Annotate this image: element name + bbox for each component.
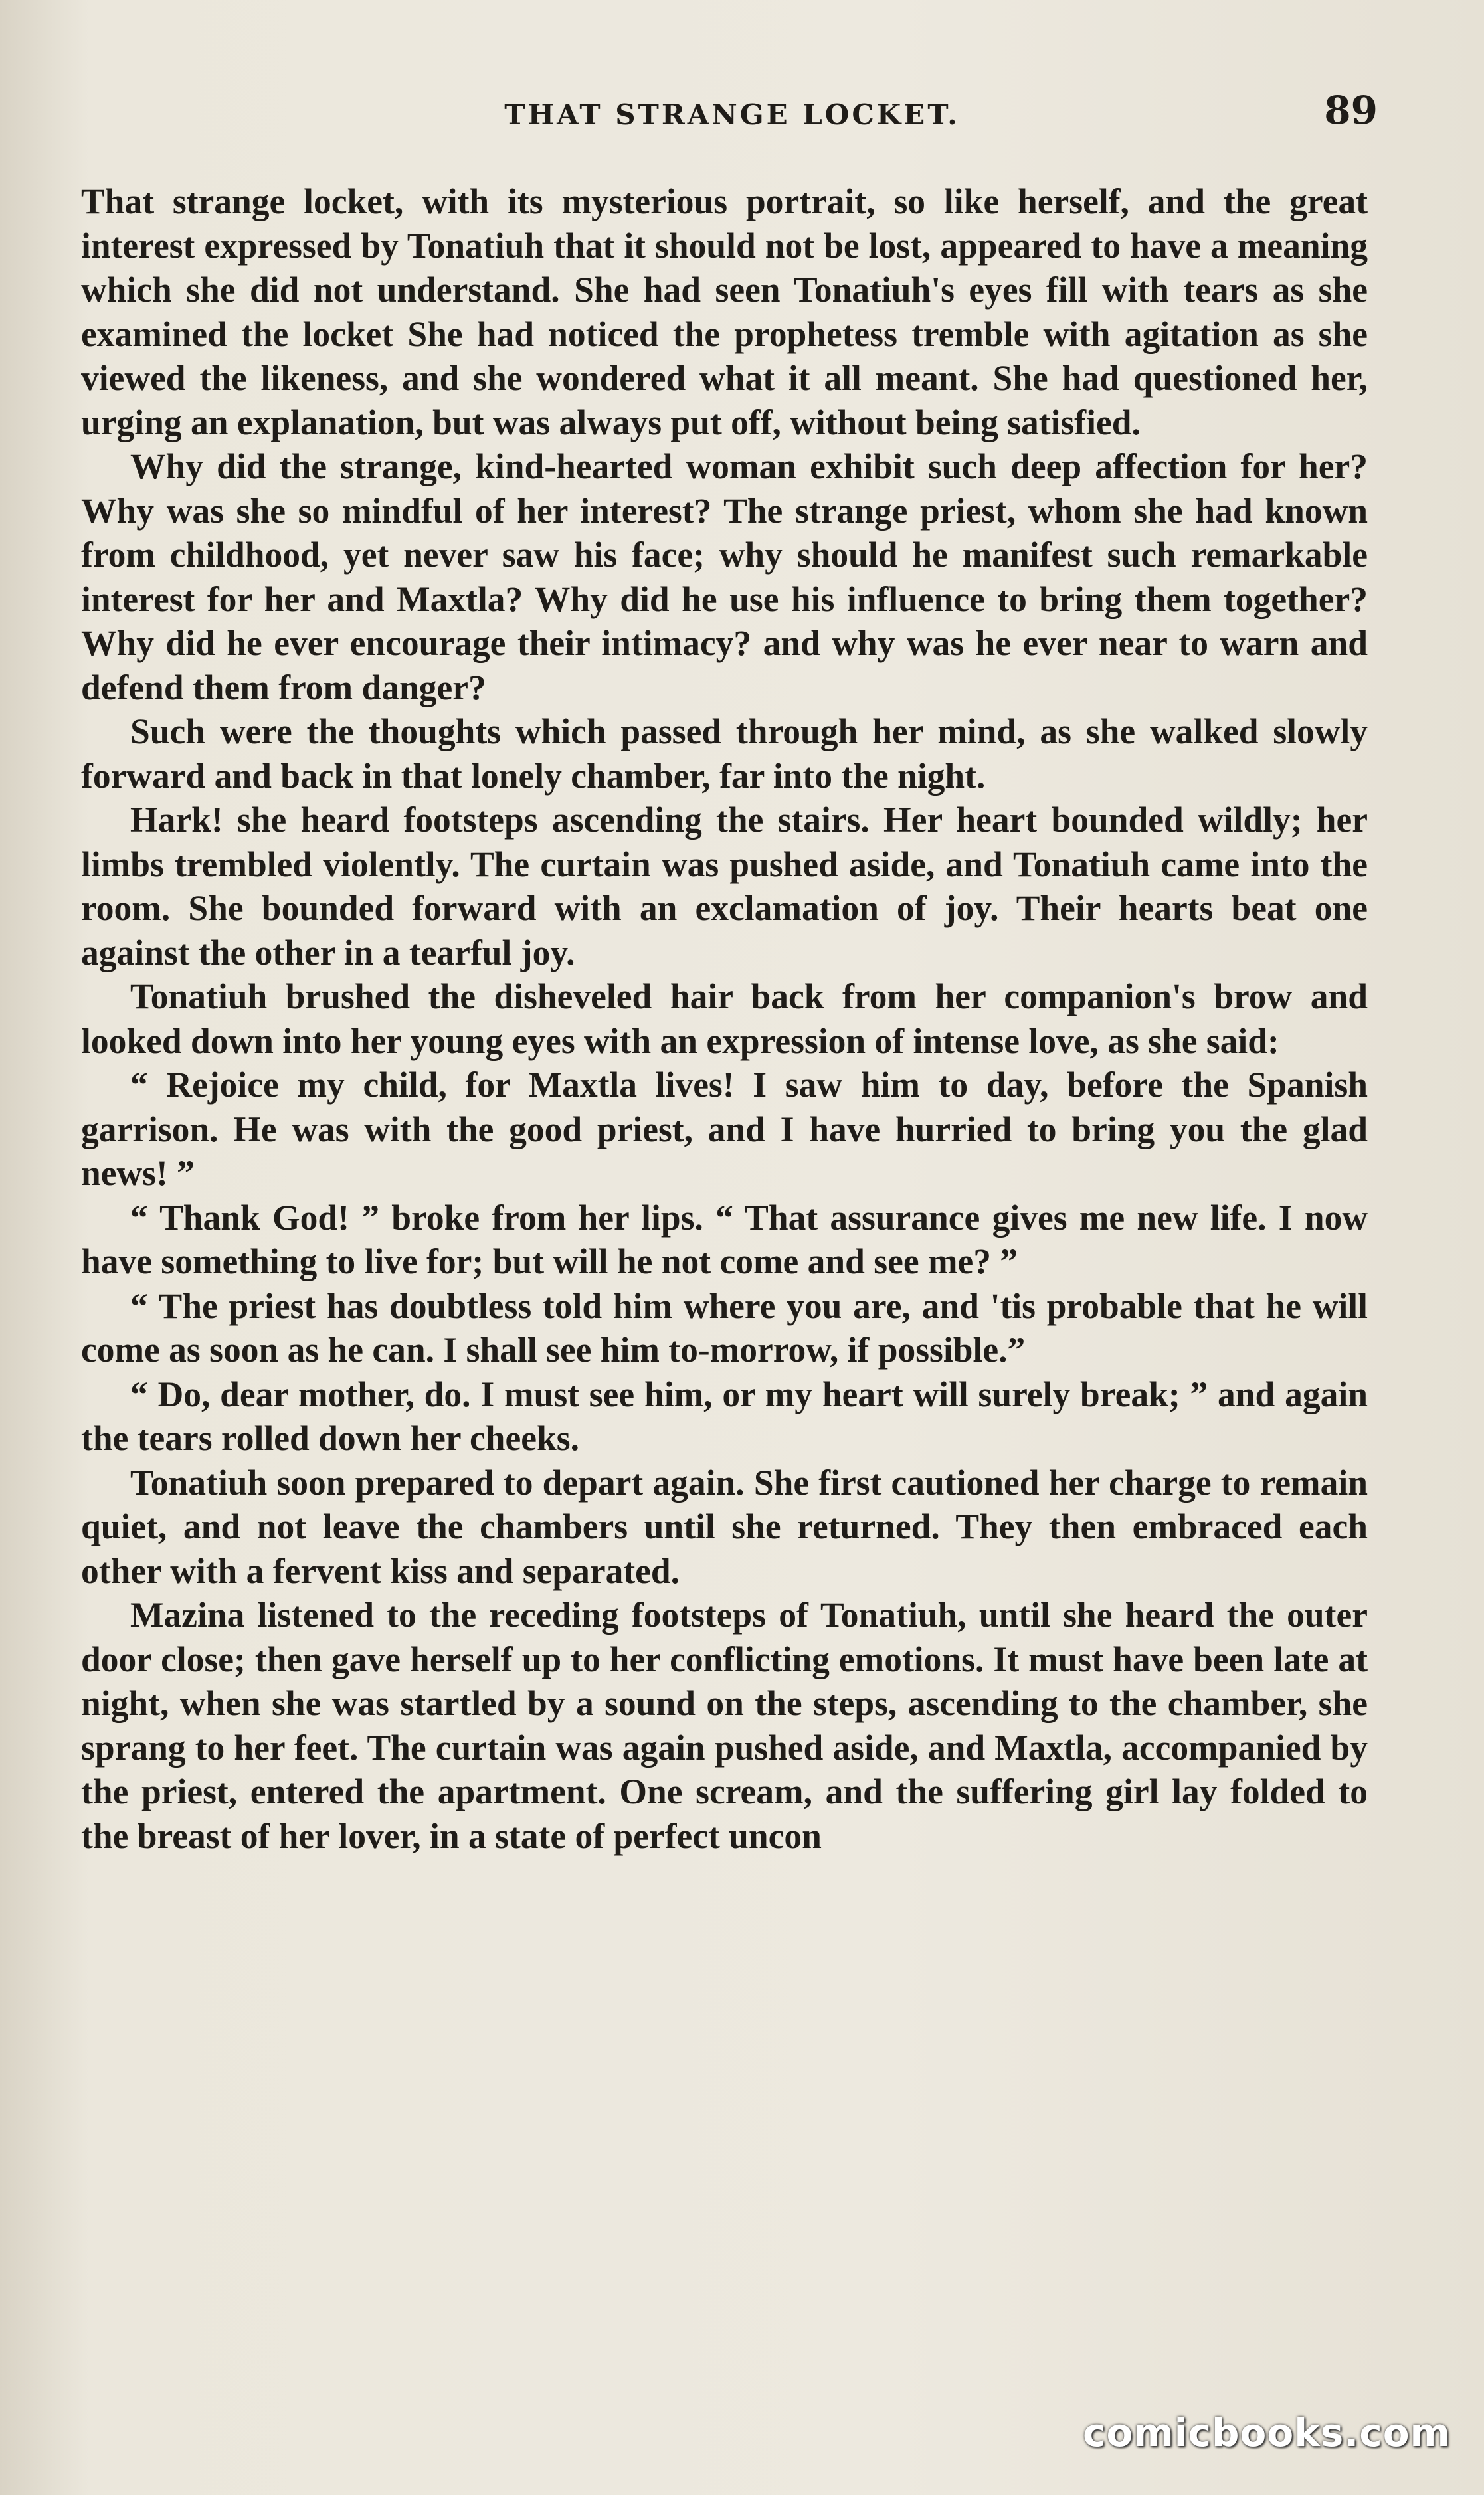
paragraph: Tonatiuh soon prepared to depart again. She first cautioned her charge to remain quiet, and not leave the chambers until she returned. They then embraced each other with a fervent kiss and separated. [81, 1462, 1368, 1591]
running-title: THAT STRANGE LOCKET. [504, 98, 960, 131]
paragraph: That strange locket, with its mysterious portrait, so like herself, and the great interest expressed by Tonatiuh that it should not be lost, appeared to have a meaning which she did not understand. She had seen Tonatiuh's eyes fill with tears as she examined the locket She had noticed the prophetess tremble with agitation as she viewed the likeness, and she wondered what it all meant. She had questioned her, urging an explanation, but was always put off, without being satisfied. [81, 181, 1368, 442]
paragraph: “ Rejoice my child, for Maxtla lives! I saw him to day, before the Spanish garrison. He was with the good priest, and I have hurried to bring you the glad news! ” [81, 1065, 1368, 1193]
paragraph: Why did the strange, kind-hearted woman exhibit such deep affection for her? Why was she so mindful of her interest? The strange priest, whom she had known from childhood, yet never saw his face; why should he manifest such remarkable interest for her and Maxtla? Why did he use his influence to bring them together? Why did he ever encourage their intimacy? and why was he ever near to warn and defend them from danger? [81, 446, 1368, 707]
page-header [86, 78, 1378, 151]
paragraph: Tonatiuh brushed the disheveled hair back from her companion's brow and looked down into her young eyes with an expression of intense love, as she said: [81, 976, 1368, 1061]
paragraph: “ The priest has doubtless told him where you are, and 'tis probable that he will come as soon as he can. I shall see him to-morrow, if possible.” [81, 1285, 1368, 1370]
paragraph: “ Thank God! ” broke from her lips. “ That assurance gives me new life. I now have something to live for; but will he not come and see me? ” [81, 1197, 1368, 1281]
paragraph: Hark! she heard footsteps ascending the stairs. Her heart bounded wildly; her limbs trembled violently. The curtain was pushed aside, and Tonatiuh came into the room. She bounded forward with an exclamation of joy. Their hearts beat one against the other in a tearful joy. [81, 800, 1368, 972]
body-text [81, 179, 1368, 1858]
paragraph: Such were the thoughts which passed through her mind, as she walked slowly forward and back in that lonely chamber, far into the night. [81, 711, 1368, 796]
paragraph: Mazina listened to the receding footsteps of Tonatiuh, until she heard the outer door close; then gave herself up to her conflicting emotions. It must have been late at night, when she was startled by a sound on the steps, ascending to the chamber, she sprang to her feet. The curtain was again pushed aside, and Maxtla, accompanied by the priest, entered the apartment. One scream, and the suffering girl lay folded to the breast of her lover, in a state of perfect uncon [81, 1595, 1368, 1856]
page-number: 89 [1324, 88, 1378, 133]
watermark: comicbooks.com [1083, 2410, 1451, 2455]
paragraph: “ Do, dear mother, do. I must see him, or my heart will surely break; ” and again the tears rolled down her cheeks. [81, 1374, 1368, 1458]
